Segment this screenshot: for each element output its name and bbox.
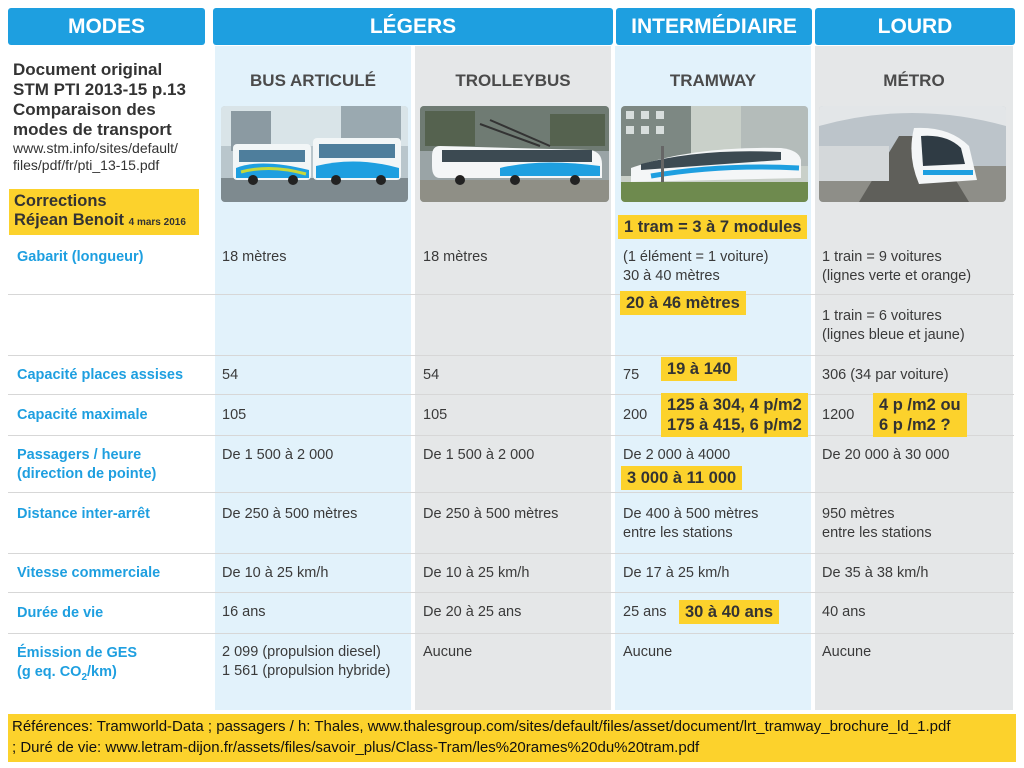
trolley-capacite: 105 bbox=[423, 407, 448, 423]
trolley-vitesse: De 10 à 25 km/h bbox=[423, 565, 530, 581]
row-label-vitesse: Vitesse commerciale bbox=[17, 565, 161, 581]
trolley-ges: Aucune bbox=[423, 644, 473, 660]
bus-passagers: De 1 500 à 2 000 bbox=[222, 447, 334, 463]
highlight-metres: 20 à 46 mètres bbox=[620, 291, 746, 315]
row-label-gabarit: Gabarit (longueur) bbox=[17, 249, 144, 265]
tram-places: 75 bbox=[623, 367, 640, 383]
tramway-photo bbox=[621, 106, 808, 202]
row-divider bbox=[8, 633, 1014, 634]
tram-distance: De 400 à 500 mètres entre les stations bbox=[623, 506, 759, 541]
highlight-modules: 1 tram = 3 à 7 modules bbox=[618, 215, 807, 239]
document-url[interactable]: www.stm.info/sites/default/ files/pdf/fr/pti_13-15.pdf bbox=[13, 140, 178, 173]
mode-title-trolley: TROLLEYBUS bbox=[455, 71, 571, 90]
metro-gabarit-2: 1 train = 6 voitures (lignes bleue et jaune) bbox=[822, 308, 965, 343]
references-footer: Références: Tramworld-Data ; passagers / h: Thales, www.thalesgroup.com/sites/default/files/asset/document/lrt_tramway_brochure_ld_1.pdf ; Duré de vie: www.letram-dijon.fr/assets/files/savoir_plus/Class-Tram/les%20rames%20du%20tram.pdf bbox=[8, 714, 1016, 762]
bus-distance: De 250 à 500 mètres bbox=[222, 506, 358, 522]
header-lourd: LOURD bbox=[815, 8, 1015, 45]
metro-capacite: 1200 bbox=[822, 407, 855, 423]
highlight-metro-capacite: 4 p /m2 ou 6 p /m2 ? bbox=[873, 393, 967, 437]
row-divider bbox=[8, 294, 1014, 295]
bus-capacite: 105 bbox=[222, 407, 247, 423]
highlight-places: 19 à 140 bbox=[661, 357, 737, 381]
row-label-places: Capacité places assises bbox=[17, 367, 184, 383]
trolleybus-photo bbox=[420, 106, 609, 202]
row-divider bbox=[8, 553, 1014, 554]
row-divider bbox=[8, 355, 1014, 356]
highlight-passagers: 3 000 à 11 000 bbox=[621, 466, 742, 490]
row-label-ges: Émission de GES (g eq. $CO_2/km$) bbox=[17, 645, 138, 683]
corrections-box: Corrections Réjean Benoit 4 mars 2016 bbox=[9, 189, 199, 235]
mode-title-metro: MÉTRO bbox=[883, 71, 945, 90]
bus-vitesse: De 10 à 25 km/h bbox=[222, 565, 329, 581]
tram-vitesse: De 17 à 25 km/h bbox=[623, 565, 730, 581]
bus-ges: 2 099 (propulsion diesel) 1 561 (propulsion hybride) bbox=[222, 644, 391, 679]
tram-duree: 25 ans bbox=[623, 604, 667, 620]
header-legers: LÉGERS bbox=[213, 8, 613, 45]
row-label-distance: Distance inter-arrêt bbox=[17, 506, 150, 522]
tram-capacite: 200 bbox=[623, 407, 648, 423]
tram-passagers: De 2 000 à 4000 bbox=[623, 447, 731, 463]
trolley-places: 54 bbox=[423, 367, 440, 383]
row-divider bbox=[8, 592, 1014, 593]
metro-vitesse: De 35 à 38 km/h bbox=[822, 565, 929, 581]
row-divider bbox=[8, 492, 1014, 493]
metro-gabarit: 1 train = 9 voitures (lignes verte et orange) bbox=[822, 249, 972, 284]
row-divider bbox=[8, 435, 1014, 436]
mode-title-tram: TRAMWAY bbox=[669, 71, 757, 90]
bus-places: 54 bbox=[222, 367, 239, 383]
trolley-gabarit: 18 mètres bbox=[423, 249, 488, 265]
metro-photo bbox=[819, 106, 1006, 202]
trolley-distance: De 250 à 500 mètres bbox=[423, 506, 559, 522]
tram-gabarit: (1 élément = 1 voiture) 30 à 40 mètres bbox=[623, 249, 769, 284]
row-label-capacite: Capacité maximale bbox=[17, 407, 148, 423]
row-divider bbox=[8, 394, 1014, 395]
bus-photo bbox=[221, 106, 408, 202]
metro-passagers: De 20 000 à 30 000 bbox=[822, 447, 950, 463]
row-label-passagers: Passagers / heure (direction de pointe) bbox=[17, 447, 157, 482]
highlight-capacite: 125 à 304, 4 p/m2 175 à 415, 6 p/m2 bbox=[661, 393, 808, 437]
header-intermediaire: INTERMÉDIAIRE bbox=[616, 8, 812, 45]
bus-duree: 16 ans bbox=[222, 604, 266, 620]
highlight-duree: 30 à 40 ans bbox=[679, 600, 779, 624]
tram-ges: Aucune bbox=[623, 644, 673, 660]
metro-duree: 40 ans bbox=[822, 604, 866, 620]
trolley-duree: De 20 à 25 ans bbox=[423, 604, 522, 620]
bus-gabarit: 18 mètres bbox=[222, 249, 287, 265]
header-modes: MODES bbox=[8, 8, 205, 45]
metro-places: 306 (34 par voiture) bbox=[822, 367, 949, 383]
mode-title-bus: BUS ARTICULÉ bbox=[250, 71, 376, 90]
metro-distance: 950 mètres entre les stations bbox=[822, 506, 932, 541]
metro-ges: Aucune bbox=[822, 644, 872, 660]
row-label-duree: Durée de vie bbox=[17, 605, 104, 621]
document-info: Document original STM PTI 2013-15 p.13 Comparaison des modes de transport www.stm.info/sites/default/ files/pdf/fr/pti_13-15.pdf bbox=[13, 60, 213, 174]
trolley-passagers: De 1 500 à 2 000 bbox=[423, 447, 535, 463]
